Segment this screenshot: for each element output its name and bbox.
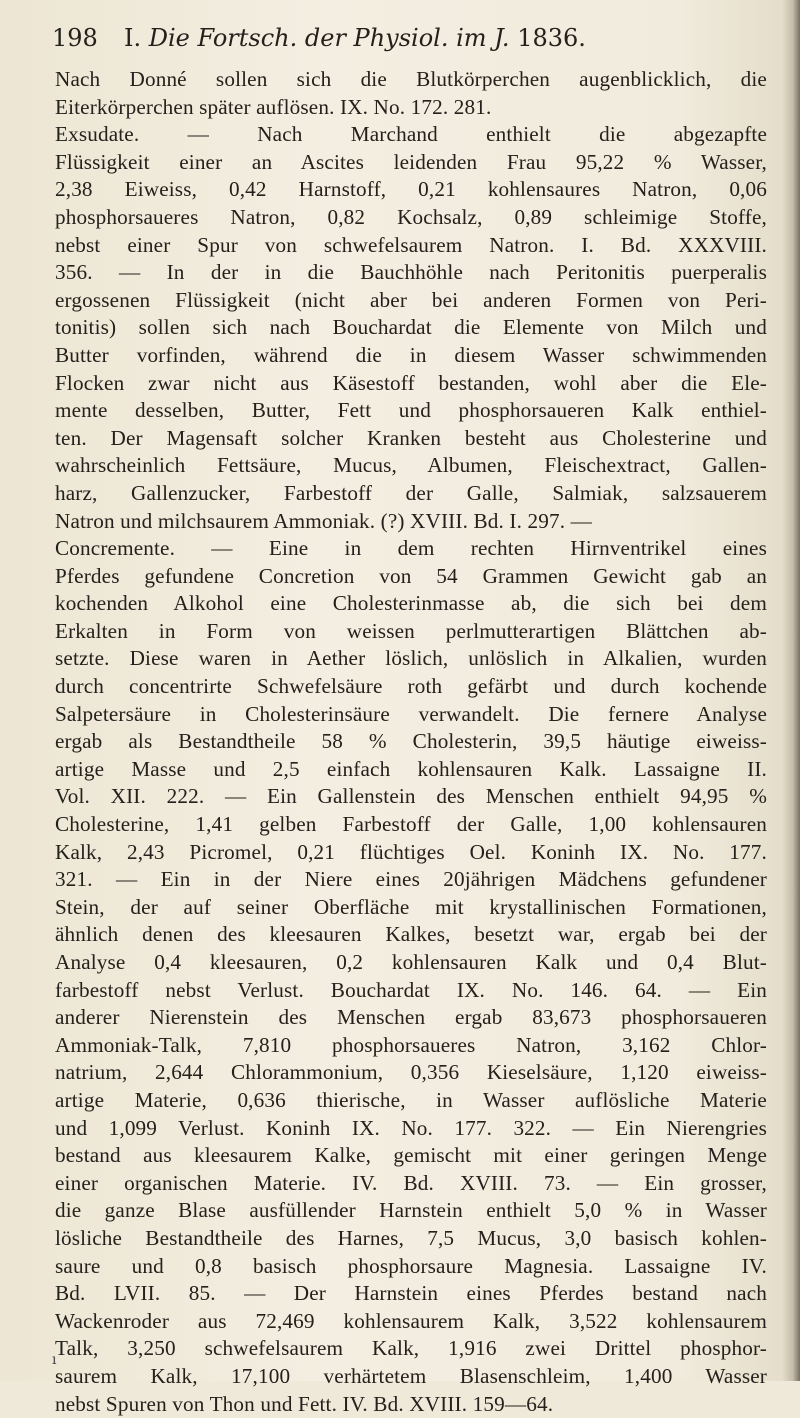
text-line: Erkalten in Form von weissen perlmutterartigen Blättchen ab- (55, 618, 767, 646)
running-title-prefix: I. (124, 24, 141, 52)
text-line: wahrscheinlich Fettsäure, Mucus, Albumen, Fleischextract, Gallen- (55, 452, 767, 480)
text-line: lösliche Bestandtheile des Harnes, 7,5 Mucus, 3,0 basisch kohlen- (55, 1225, 767, 1253)
text-line: artige Masse und 2,5 einfach kohlensauren Kalk. Lassaigne II. (55, 756, 767, 784)
text-line: artige Materie, 0,636 thierische, in Wasser auflösliche Materie (55, 1087, 767, 1115)
text-line: saure und 0,8 basisch phosphorsaure Magnesia. Lassaigne IV. (55, 1253, 767, 1281)
body-text (55, 66, 767, 1418)
text-line: 356. — In der in die Bauchhöhle nach Peritonitis puerperalis (55, 259, 767, 287)
page-number: 198 (52, 20, 124, 56)
text-line: Wackenroder aus 72,469 kohlensaurem Kalk, 3,522 kohlensaurem (55, 1308, 767, 1336)
page-edge-shadow (782, 0, 800, 1381)
text-line: 321. — Ein in der Niere eines 20jährigen Mädchens gefundener (55, 866, 767, 894)
text-line: nebst einer Spur von schwefelsaurem Natron. I. Bd. XXXVIII. (55, 232, 767, 260)
text-line: saurem Kalk, 17,100 verhärtetem Blasenschleim, 1,400 Wasser (55, 1363, 767, 1391)
text-line: Stein, der auf seiner Oberfläche mit krystallinischen Formationen, (55, 894, 767, 922)
text-line: Butter vorfinden, während die in diesem Wasser schwimmenden (55, 342, 767, 370)
text-line: Cholesterine, 1,41 gelben Farbestoff der Galle, 1,00 kohlensauren (55, 811, 767, 839)
text-line: Exsudate. — Nach Marchand enthielt die abgezapfte (55, 121, 767, 149)
running-header (52, 20, 752, 56)
text-line: farbestoff nebst Verlust. Bouchardat IX. No. 146. 64. — Ein (55, 977, 767, 1005)
footer-mark: ı (52, 1352, 56, 1368)
text-line: Natron und milchsaurem Ammoniak. (?) XVIII. Bd. I. 297. — (55, 508, 767, 536)
text-line: und 1,099 Verlust. Koninh IX. No. 177. 322. — Ein Nierengries (55, 1115, 767, 1143)
text-line: natrium, 2,644 Chlorammonium, 0,356 Kieselsäure, 1,120 eiweiss- (55, 1059, 767, 1087)
text-line: Flocken zwar nicht aus Käsestoff bestanden, wohl aber die Ele- (55, 370, 767, 398)
text-line: bestand aus kleesaurem Kalke, gemischt mit einer geringen Menge (55, 1142, 767, 1170)
text-line: Kalk, 2,43 Picromel, 0,21 flüchtiges Oel. Koninh IX. No. 177. (55, 839, 767, 867)
text-line: Nach Donné sollen sich die Blutkörperchen augenblicklich, die (55, 66, 767, 94)
text-line: Talk, 3,250 schwefelsaurem Kalk, 1,916 zwei Drittel phosphor- (55, 1335, 767, 1363)
text-line: phosphorsaueres Natron, 0,82 Kochsalz, 0,89 schleimige Stoffe, (55, 204, 767, 232)
text-line: kochenden Alkohol eine Cholesterinmasse ab, die sich bei dem (55, 590, 767, 618)
header-year: 1836. (517, 24, 586, 52)
text-line: die ganze Blase ausfüllender Harnstein enthielt 5,0 % in Wasser (55, 1197, 767, 1225)
text-line: durch concentrirte Schwefelsäure roth gefärbt und durch kochende (55, 673, 767, 701)
text-line: setzte. Diese waren in Aether löslich, unlöslich in Alkalien, wurden (55, 645, 767, 673)
text-line: Flüssigkeit einer an Ascites leidenden Frau 95,22 % Wasser, (55, 149, 767, 177)
text-line: Bd. LVII. 85. — Der Harnstein eines Pferdes bestand nach (55, 1280, 767, 1308)
text-line: Analyse 0,4 kleesauren, 0,2 kohlensauren Kalk und 0,4 Blut- (55, 949, 767, 977)
text-line: nebst Spuren von Thon und Fett. IV. Bd. XVIII. 159—64. (55, 1391, 767, 1418)
text-line: Eiterkörperchen später auflösen. IX. No. 172. 281. (55, 94, 767, 122)
text-line: ergab als Bestandtheile 58 % Cholesterin, 39,5 häutige eiweiss- (55, 728, 767, 756)
text-line: mente desselben, Butter, Fett und phosphorsaueren Kalk enthiel- (55, 397, 767, 425)
text-line: 2,38 Eiweiss, 0,42 Harnstoff, 0,21 kohlensaures Natron, 0,06 (55, 176, 767, 204)
text-line: Concremente. — Eine in dem rechten Hirnventrikel eines (55, 535, 767, 563)
text-line: Salpetersäure in Cholesterinsäure verwandelt. Die fernere Analyse (55, 701, 767, 729)
text-line: Vol. XII. 222. — Ein Gallenstein des Menschen enthielt 94,95 % (55, 783, 767, 811)
text-line: Pferdes gefundene Concretion von 54 Grammen Gewicht gab an (55, 563, 767, 591)
text-line: Ammoniak-Talk, 7,810 phosphorsaueres Natron, 3,162 Chlor- (55, 1032, 767, 1060)
text-line: ergossenen Flüssigkeit (nicht aber bei anderen Formen von Peri- (55, 287, 767, 315)
text-line: ähnlich denen des kleesauren Kalkes, besetzt war, ergab bei der (55, 921, 767, 949)
text-line: anderer Nierenstein des Menschen ergab 83,673 phosphorsaueren (55, 1004, 767, 1032)
text-line: tonitis) sollen sich nach Bouchardat die Elemente von Milch und (55, 314, 767, 342)
text-line: ten. Der Magensaft solcher Kranken besteht aus Cholesterine und (55, 425, 767, 453)
text-line: einer organischen Materie. IV. Bd. XVIII. 73. — Ein grosser, (55, 1170, 767, 1198)
text-line: harz, Gallenzucker, Farbestoff der Galle, Salmiak, salzsauerem (55, 480, 767, 508)
running-title: Die Fortsch. der Physiol. im J. (149, 24, 510, 52)
